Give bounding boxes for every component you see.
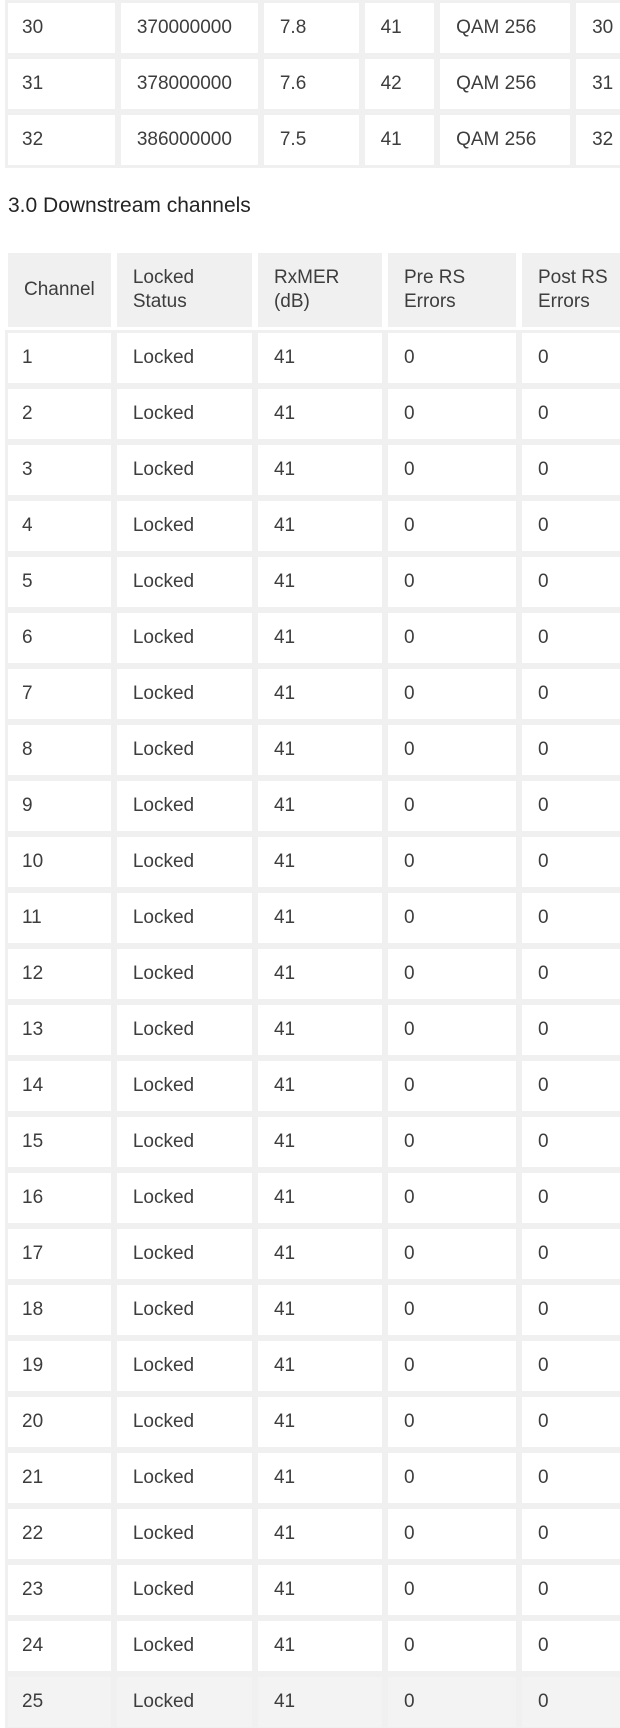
rxmer-cell: 41 — [255, 1450, 385, 1506]
column-header-post-rs-errors: Post RS Errors — [519, 250, 620, 330]
locked-status-cell: Locked — [114, 834, 255, 890]
rxmer-cell: 41 — [255, 1618, 385, 1674]
channel-cell: 4 — [5, 498, 114, 554]
pre-rs-errors-cell: 0 — [385, 554, 519, 610]
locked-status-cell: Locked — [114, 946, 255, 1002]
channel-cell: 2 — [5, 386, 114, 442]
channel-cell: 22 — [5, 1506, 114, 1562]
rxmer-cell: 41 — [255, 1170, 385, 1226]
rxmer-cell: 41 — [255, 1338, 385, 1394]
channel-cell: 7 — [5, 666, 114, 722]
channel-cell: 11 — [5, 890, 114, 946]
locked-status-cell: Locked — [114, 1170, 255, 1226]
locked-status-cell: Locked — [114, 1562, 255, 1618]
locked-status-cell: Locked — [114, 1506, 255, 1562]
table-row — [5, 666, 620, 722]
post-rs-errors-cell: 0 — [519, 498, 620, 554]
table-row — [5, 1394, 620, 1450]
table-row — [5, 1282, 620, 1338]
table-row — [5, 1562, 620, 1618]
channel-id-cell: 30 — [573, 0, 620, 56]
pre-rs-errors-cell: 0 — [385, 1450, 519, 1506]
locked-status-cell: Locked — [114, 386, 255, 442]
downstream-error-stats-table — [5, 250, 620, 1728]
pre-rs-errors-cell: 0 — [385, 722, 519, 778]
table-row — [5, 778, 620, 834]
section-heading: 3.0 Downstream channels — [8, 194, 251, 217]
modulation-cell: QAM 256 — [437, 112, 573, 168]
channel-cell: 10 — [5, 834, 114, 890]
column-header-locked-status: Locked Status — [114, 250, 255, 330]
post-rs-errors-cell: 0 — [519, 722, 620, 778]
locked-status-cell: Locked — [114, 1394, 255, 1450]
locked-status-cell: Locked — [114, 1058, 255, 1114]
locked-status-cell: Locked — [114, 666, 255, 722]
pre-rs-errors-cell: 0 — [385, 1170, 519, 1226]
table-row — [5, 1226, 620, 1282]
pre-rs-errors-cell: 0 — [385, 834, 519, 890]
column-header-rxmer: RxMER (dB) — [255, 250, 385, 330]
post-rs-errors-cell: 0 — [519, 1674, 620, 1728]
rxmer-cell: 41 — [255, 722, 385, 778]
channel-cell: 30 — [5, 0, 118, 56]
channel-cell: 16 — [5, 1170, 114, 1226]
column-header-channel: Channel — [5, 250, 114, 330]
post-rs-errors-cell: 0 — [519, 1058, 620, 1114]
channel-cell: 5 — [5, 554, 114, 610]
rxmer-cell: 41 — [255, 386, 385, 442]
rxmer-cell: 41 — [255, 1002, 385, 1058]
snr-cell: 42 — [362, 56, 438, 112]
channel-frequency-table — [5, 0, 620, 168]
post-rs-errors-cell: 0 — [519, 1226, 620, 1282]
frequency-cell: 370000000 — [118, 0, 261, 56]
rxmer-cell: 41 — [255, 498, 385, 554]
table-row — [5, 1002, 620, 1058]
channel-cell: 1 — [5, 330, 114, 386]
channel-cell: 15 — [5, 1114, 114, 1170]
rxmer-cell: 41 — [255, 610, 385, 666]
rxmer-cell: 41 — [255, 778, 385, 834]
channel-cell: 3 — [5, 442, 114, 498]
channel-cell: 20 — [5, 1394, 114, 1450]
locked-status-cell: Locked — [114, 1674, 255, 1728]
channel-cell: 9 — [5, 778, 114, 834]
channel-id-cell: 31 — [573, 56, 620, 112]
channel-cell: 23 — [5, 1562, 114, 1618]
post-rs-errors-cell: 0 — [519, 666, 620, 722]
frequency-cell: 378000000 — [118, 56, 261, 112]
post-rs-errors-cell: 0 — [519, 1114, 620, 1170]
pre-rs-errors-cell: 0 — [385, 778, 519, 834]
locked-status-cell: Locked — [114, 1450, 255, 1506]
table-row — [5, 386, 620, 442]
post-rs-errors-cell: 0 — [519, 1562, 620, 1618]
pre-rs-errors-cell: 0 — [385, 498, 519, 554]
table-row — [5, 442, 620, 498]
pre-rs-errors-cell: 0 — [385, 946, 519, 1002]
table-row — [5, 1450, 620, 1506]
table-row — [5, 1058, 620, 1114]
table-row — [5, 946, 620, 1002]
locked-status-cell: Locked — [114, 1618, 255, 1674]
table-row — [5, 610, 620, 666]
pre-rs-errors-cell: 0 — [385, 330, 519, 386]
channel-cell: 19 — [5, 1338, 114, 1394]
column-header-pre-rs-errors: Pre RS Errors — [385, 250, 519, 330]
pre-rs-errors-cell: 0 — [385, 890, 519, 946]
channel-cell: 13 — [5, 1002, 114, 1058]
post-rs-errors-cell: 0 — [519, 1338, 620, 1394]
rxmer-cell: 41 — [255, 890, 385, 946]
post-rs-errors-cell: 0 — [519, 946, 620, 1002]
channel-cell: 25 — [5, 1674, 114, 1728]
table-row — [5, 0, 620, 56]
rxmer-cell: 41 — [255, 834, 385, 890]
locked-status-cell: Locked — [114, 498, 255, 554]
rxmer-cell: 41 — [255, 330, 385, 386]
pre-rs-errors-cell: 0 — [385, 1114, 519, 1170]
post-rs-errors-cell: 0 — [519, 610, 620, 666]
table-row — [5, 890, 620, 946]
channel-cell: 8 — [5, 722, 114, 778]
channel-id-cell: 32 — [573, 112, 620, 168]
rxmer-cell: 41 — [255, 946, 385, 1002]
table-row — [5, 1618, 620, 1674]
table-row — [5, 112, 620, 168]
post-rs-errors-cell: 0 — [519, 1450, 620, 1506]
table-row — [5, 330, 620, 386]
channel-cell: 21 — [5, 1450, 114, 1506]
post-rs-errors-cell: 0 — [519, 1506, 620, 1562]
channel-cell: 12 — [5, 946, 114, 1002]
post-rs-errors-cell: 0 — [519, 330, 620, 386]
post-rs-errors-cell: 0 — [519, 1170, 620, 1226]
pre-rs-errors-cell: 0 — [385, 1282, 519, 1338]
rxmer-cell: 41 — [255, 1226, 385, 1282]
rxmer-cell: 41 — [255, 1058, 385, 1114]
channel-cell: 24 — [5, 1618, 114, 1674]
power-cell: 7.8 — [261, 0, 362, 56]
channel-cell: 6 — [5, 610, 114, 666]
table-row — [5, 834, 620, 890]
pre-rs-errors-cell: 0 — [385, 610, 519, 666]
table-row — [5, 1674, 620, 1728]
snr-cell: 41 — [362, 112, 438, 168]
locked-status-cell: Locked — [114, 442, 255, 498]
post-rs-errors-cell: 0 — [519, 890, 620, 946]
channel-cell: 32 — [5, 112, 118, 168]
locked-status-cell: Locked — [114, 1338, 255, 1394]
table-row — [5, 554, 620, 610]
locked-status-cell: Locked — [114, 1114, 255, 1170]
post-rs-errors-cell: 0 — [519, 1282, 620, 1338]
pre-rs-errors-cell: 0 — [385, 1506, 519, 1562]
post-rs-errors-cell: 0 — [519, 386, 620, 442]
rxmer-cell: 41 — [255, 1114, 385, 1170]
pre-rs-errors-cell: 0 — [385, 1618, 519, 1674]
rxmer-cell: 41 — [255, 1282, 385, 1338]
locked-status-cell: Locked — [114, 890, 255, 946]
rxmer-cell: 41 — [255, 666, 385, 722]
rxmer-cell: 41 — [255, 1674, 385, 1728]
table-row — [5, 1338, 620, 1394]
locked-status-cell: Locked — [114, 554, 255, 610]
pre-rs-errors-cell: 0 — [385, 1226, 519, 1282]
table-row — [5, 1170, 620, 1226]
table-row — [5, 498, 620, 554]
rxmer-cell: 41 — [255, 1506, 385, 1562]
channel-cell: 31 — [5, 56, 118, 112]
locked-status-cell: Locked — [114, 330, 255, 386]
pre-rs-errors-cell: 0 — [385, 1338, 519, 1394]
locked-status-cell: Locked — [114, 1002, 255, 1058]
table-row — [5, 56, 620, 112]
post-rs-errors-cell: 0 — [519, 554, 620, 610]
table-row — [5, 722, 620, 778]
channel-cell: 14 — [5, 1058, 114, 1114]
pre-rs-errors-cell: 0 — [385, 1002, 519, 1058]
post-rs-errors-cell: 0 — [519, 1002, 620, 1058]
pre-rs-errors-cell: 0 — [385, 1058, 519, 1114]
pre-rs-errors-cell: 0 — [385, 1394, 519, 1450]
channel-cell: 18 — [5, 1282, 114, 1338]
pre-rs-errors-cell: 0 — [385, 1674, 519, 1728]
rxmer-cell: 41 — [255, 1562, 385, 1618]
locked-status-cell: Locked — [114, 1282, 255, 1338]
post-rs-errors-cell: 0 — [519, 778, 620, 834]
post-rs-errors-cell: 0 — [519, 1618, 620, 1674]
channel-cell: 17 — [5, 1226, 114, 1282]
locked-status-cell: Locked — [114, 1226, 255, 1282]
post-rs-errors-cell: 0 — [519, 442, 620, 498]
locked-status-cell: Locked — [114, 778, 255, 834]
rxmer-cell: 41 — [255, 442, 385, 498]
table-row — [5, 1114, 620, 1170]
post-rs-errors-cell: 0 — [519, 1394, 620, 1450]
pre-rs-errors-cell: 0 — [385, 1562, 519, 1618]
locked-status-cell: Locked — [114, 722, 255, 778]
modulation-cell: QAM 256 — [437, 0, 573, 56]
header-row — [5, 250, 620, 330]
post-rs-errors-cell: 0 — [519, 834, 620, 890]
pre-rs-errors-cell: 0 — [385, 386, 519, 442]
table-row — [5, 1506, 620, 1562]
locked-status-cell: Locked — [114, 610, 255, 666]
rxmer-cell: 41 — [255, 554, 385, 610]
power-cell: 7.6 — [261, 56, 362, 112]
power-cell: 7.5 — [261, 112, 362, 168]
frequency-cell: 386000000 — [118, 112, 261, 168]
pre-rs-errors-cell: 0 — [385, 666, 519, 722]
snr-cell: 41 — [362, 0, 438, 56]
pre-rs-errors-cell: 0 — [385, 442, 519, 498]
modulation-cell: QAM 256 — [437, 56, 573, 112]
rxmer-cell: 41 — [255, 1394, 385, 1450]
